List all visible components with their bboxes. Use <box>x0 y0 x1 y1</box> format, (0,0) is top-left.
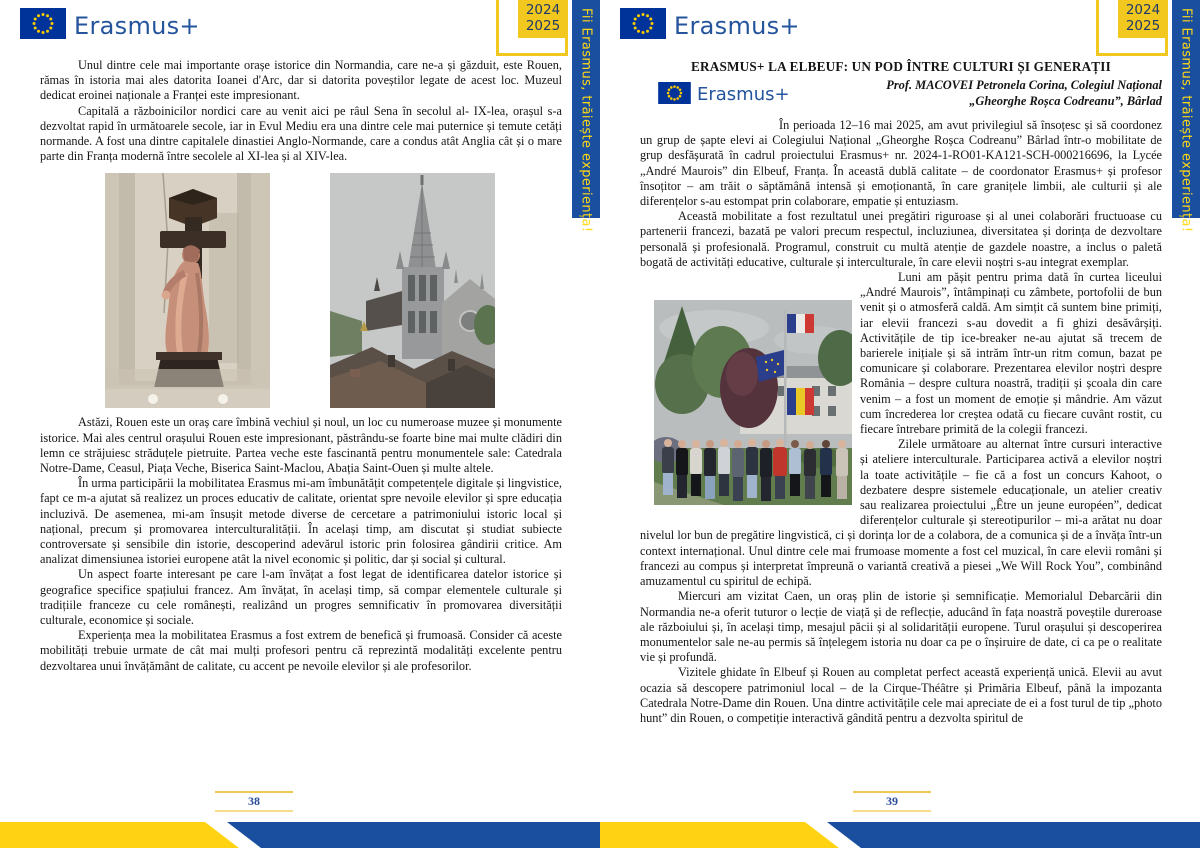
logo-wordmark: Erasmus+ <box>74 12 200 40</box>
left-page-body <box>40 58 562 674</box>
paragraph: Luni am pășit pentru prima dată în curtea liceului „André Maurois”, întâmpinați cu zâmbete, portofolii de bun venit și o atmosferă caldă. Am simțit că suntem bine primiți, iar elevii francezi s-au dovedit a fi ghizi desăvârșiți. Activitățile de tip ice-breaker ne-au ajutat să trecem de barierele inițiale și să intrăm într-un ritm comun, bazat pe comunicare și colaborare. Prezentarea elevilor noștri despre România – despre cultura noastră, tradiții și școala din care venim – a fost un moment de emoție și mândrie. Am văzut cum încrederea lor creștea odată cu fiecare cuvânt rostit, cu fiecare întrebare primită de la colegii francezi. <box>860 270 1162 437</box>
logo-wordmark: Erasmus+ <box>697 84 790 105</box>
erasmus-logo <box>620 8 800 39</box>
eu-flag-icon <box>20 8 66 39</box>
sidebar-banner <box>572 0 600 233</box>
logo-wordmark: Erasmus+ <box>674 12 800 40</box>
joan-of-arc-statue-photo <box>105 173 270 408</box>
french-flag <box>787 314 814 333</box>
group-with-flags-photo <box>654 300 852 505</box>
author-row <box>640 78 1162 116</box>
sidebar-banner-text: Fii Erasmus, trăiește experiența! <box>1178 8 1194 233</box>
paragraph: Unul dintre cele mai importante orașe istorice din Normandia, care ne-a și găzduit, este Rouen, rămas în istoria mai ales datorita Ioanei d'Arc, dar si datorita poveștilor legate de acest loc. Muzeul dedicat eroinei naționale a Franței este impresionant. <box>40 58 562 103</box>
page-number: 39 <box>853 791 931 812</box>
footer <box>600 822 1200 848</box>
year-top: 2024 <box>1125 2 1161 18</box>
paragraph: Capitală a războinicilor nordici care au venit aici pe râul Sena în secolul al- IX-lea, orașul s-a dezvoltat rapid în următoarele secole, iar in Evul Mediu era una dintre cele mai puternice și temute cetăți normande. A fost una dintre capitalele dinastiei Anglo-Normande, care a condus atât Anglia cât și o mare parte din Franța modernă între secolele al XI-lea și al XIV-lea. <box>40 103 562 164</box>
author-line-1: Prof. MACOVEI Petronela Corina, Colegiul Național <box>886 78 1162 92</box>
author-line-2: „Gheorghe Roșca Codreanu”, Bârlad <box>969 93 1162 108</box>
footer <box>0 822 600 848</box>
paragraph: Un aspect foarte interesant pe care l-am învățat a fost legat de identificarea datelor istorice și geografice specifice spațiului francez. Am învățat, în același timp, să compar elementele culturale și tradițiile franceze cu cele românești, realizând un progres semnificativ în promovarea diversității culturale, economice și sociale. <box>40 567 562 628</box>
page-number: 38 <box>215 791 293 812</box>
paragraph: Astăzi, Rouen este un oraș care îmbină vechiul și noul, un loc cu numeroase muzee și monumente istorice. Mai ales centrul orașului Rouen este impresionant, păstrându-se foarte bine mai multe clădiri din lemn ce străjuiesc străduțele pietruite. Partea veche este fascinantă pentru monumentele sale: Catedrala Notre-Dame, Ceasul, Piața Veche, Biserica Saint-Maclou, Abația Saint-Ouen și multe altele. <box>40 415 562 476</box>
paragraph: Miercuri am vizitat Caen, un oraș plin de istorie și semnificație. Memorialul Debarcării din Normandia ne-a oferit tuturor o lecție de viață și de reflecție, aducând în fața noastră poveștile dureroase ale războiului și, în același timp, mesajul păcii și al solidarității europene. Turul orașului și descoperirea monumentelor sale ne-au permis să înțelegem istoria nu doar ca pe o înșiruire de date, ci ca pe o realitate vie și profundă. <box>640 589 1162 665</box>
eu-flag-icon <box>658 82 691 104</box>
erasmus-logo-small <box>658 82 790 104</box>
photos-row <box>105 173 562 408</box>
year-badge <box>1118 0 1168 38</box>
year-badge <box>518 0 568 38</box>
page-right <box>600 0 1200 848</box>
sidebar-banner <box>1172 0 1200 233</box>
year-top: 2024 <box>525 2 561 18</box>
paragraph: În perioada 12–16 mai 2025, am avut privilegiul să însoțesc și să coordonez un grup de șapte elevi ai Colegiului Național „Gheorghe Roșca Codreanu” Bârlad într-o mobilitate de grup desfășurată în cadrul proiectului Erasmus+ nr. 2024-1-RO01-KA121-SCH-000216696, la Lycée „André Maurois” din Elbeuf, Franța. În această dublă calitate – de coordonator Erasmus+ și profesor însoțitor – am trăit o săptămână intensă și emoționantă, în care granițele limbii, ale culturii și ale diferențelor s-au estompat prin colaborare, empatie și entuziasm. <box>640 118 1162 209</box>
paragraph: Vizitele ghidate în Elbeuf și Rouen au completat perfect această experiență unică. Elevii au avut ocazia să descopere patrimoniul local – de la Cirque-Théâtre și Primăria Elbeuf, până la impozanta Catedrala Notre-Dame din Rouen. Una dintre activitățile cele mai apreciate de ei a fost turul de tip „photo hunt” din Rouen, o competiție interactivă gândită pentru a dezvolta spiritul de <box>640 665 1162 725</box>
paragraph: Această mobilitate a fost rezultatul unei pregătiri riguroase și al unei colaborări fructuoase cu partenerii francezi, bazată pe valori precum respectul, incluziunea, diversitatea și dorința de dezvoltare personală și profesională. Programul, construit cu multă atenție de gazdele noastre, a inclus o paletă bogată de activități educative, culturale și interculturale, în care elevii noștri s-au integrat exemplar. <box>640 209 1162 269</box>
article-title: ERASMUS+ LA ELBEUF: UN POD ÎNTRE CULTURI ȘI GENERAȚII <box>691 59 1111 74</box>
paragraph: În urma participării la mobilitatea Erasmus mi-am îmbunătățit competențele digitale și lingvistice, fapt ce m-a ajutat să realizez un proces educativ de calitate, orientat spre nevoile elevilor și spre educația incluzivă. De asemenea, mi-am însușit metode diverse de cercetare a patrimoniului istoric local și național, precum și promovarea interculturalității. În același timp, am discutat și studiat subiecte controversate și sensibile din istorie, descoperind adevărul istoric prin folosirea gândirii critice. Am analizat dimensiunea istoriei europene atât la nivel economic și politic, dar și social și cultural. <box>40 476 562 567</box>
romanian-flag <box>787 388 814 415</box>
erasmus-logo <box>20 8 200 39</box>
rouen-cathedral-photo <box>330 173 495 408</box>
sidebar-banner-text: Fii Erasmus, trăiește experiența! <box>578 8 594 233</box>
paragraph: Experiența mea la mobilitatea Erasmus a fost extrem de benefică și frumoasă. Consider că aceste mobilități trebuie urmate de cât mai mulți profesori pentru că reprezintă modalități excelente pentru dezvoltarea unui învățământ de calitate, cu accent pe nevoile elevilor și ale profesorilor. <box>40 628 562 673</box>
year-bottom: 2025 <box>1125 18 1161 34</box>
paragraph: Zilele următoare au alternat între cursuri interactive și ateliere interculturale. Participarea activă a elevilor noștri la toate activitățile – fie că a fost un concurs Kahoot, o dezbatere despre sistemele educaționale, un atelier creativ sau realizarea proiectului „Être un jeune européen”, dedicat diferențelor culturale și stereotipurilor – mi-a arătat nu doar nivelul lor bun de pregătire lingvistică, ci și dorința lor de a colabora, de a comunica și de a învăța într-un context internațional. Unul dintre cele mai frumoase momente a fost cel muzical, în care elevii români și francezi au compus și interpretat împreună o variantă creativă a piesei „We Will Rock You”, combinând amuzamentul cu spiritul de echipă. <box>640 437 1162 589</box>
year-bottom: 2025 <box>525 18 561 34</box>
eu-flag-icon <box>620 8 666 39</box>
right-page-body <box>640 58 1162 726</box>
